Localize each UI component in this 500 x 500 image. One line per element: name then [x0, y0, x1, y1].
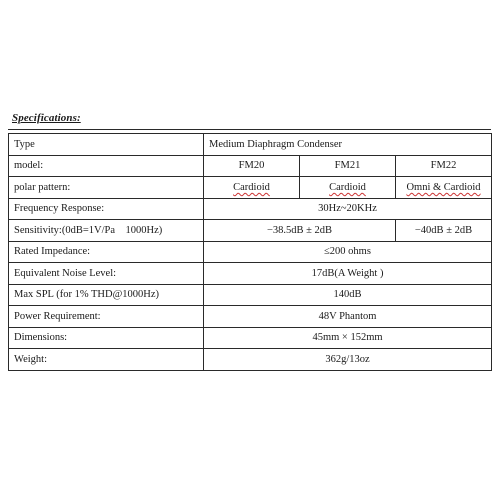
row-label-noise-level: Equivalent Noise Level:: [9, 263, 204, 285]
row-label-model: model:: [9, 155, 204, 177]
rated-impedance-value: ≤200 ohms: [204, 241, 492, 263]
model-fm22: FM22: [396, 155, 492, 177]
table-row-weight: [9, 349, 492, 371]
dimensions-value: 45mm × 152mm: [204, 327, 492, 349]
frequency-response-value: 30Hz~20KHz: [204, 198, 492, 220]
table-row-noise-level: [9, 263, 492, 285]
row-label-power-requirement: Power Requirement:: [9, 306, 204, 328]
model-fm20: FM20: [204, 155, 300, 177]
sensitivity-fm20-fm21: −38.5dB ± 2dB: [204, 220, 396, 242]
sensitivity-fm22: −40dB ± 2dB: [396, 220, 492, 242]
polar-fm22: Omni & Cardioid: [406, 181, 481, 193]
table-row-type: [9, 134, 492, 156]
max-spl-value: 140dB: [204, 284, 492, 306]
row-label-type: Type: [9, 134, 204, 156]
table-row-dimensions: [9, 327, 492, 349]
weight-value: 362g/13oz: [204, 349, 492, 371]
row-label-weight: Weight:: [9, 349, 204, 371]
table-row-max-spl: [9, 284, 492, 306]
specifications-heading: Specifications:: [12, 112, 81, 124]
table-row-model: [9, 155, 492, 177]
polar-fm21: Cardioid: [329, 181, 366, 193]
row-label-sensitivity: Sensitivity:(0dB=1V/Pa 1000Hz): [9, 220, 204, 242]
table-row-rated-impedance: [9, 241, 492, 263]
row-label-rated-impedance: Rated Impedance:: [9, 241, 204, 263]
row-label-max-spl: Max SPL (for 1% THD@1000Hz): [9, 284, 204, 306]
table-row-frequency-response: [9, 198, 492, 220]
row-label-polar-pattern: polar pattern:: [9, 177, 204, 199]
power-requirement-value: 48V Phantom: [204, 306, 492, 328]
model-fm21: FM21: [300, 155, 396, 177]
table-row-sensitivity: [9, 220, 492, 242]
table-top-rule: [8, 129, 491, 130]
polar-fm20: Cardioid: [233, 181, 270, 193]
specifications-table: [8, 133, 492, 371]
row-label-frequency-response: Frequency Response:: [9, 198, 204, 220]
type-value: Medium Diaphragm Condenser: [204, 134, 492, 156]
table-row-polar-pattern: [9, 177, 492, 199]
table-row-power-requirement: [9, 306, 492, 328]
row-label-dimensions: Dimensions:: [9, 327, 204, 349]
noise-level-value: 17dB(A Weight ): [204, 263, 492, 285]
